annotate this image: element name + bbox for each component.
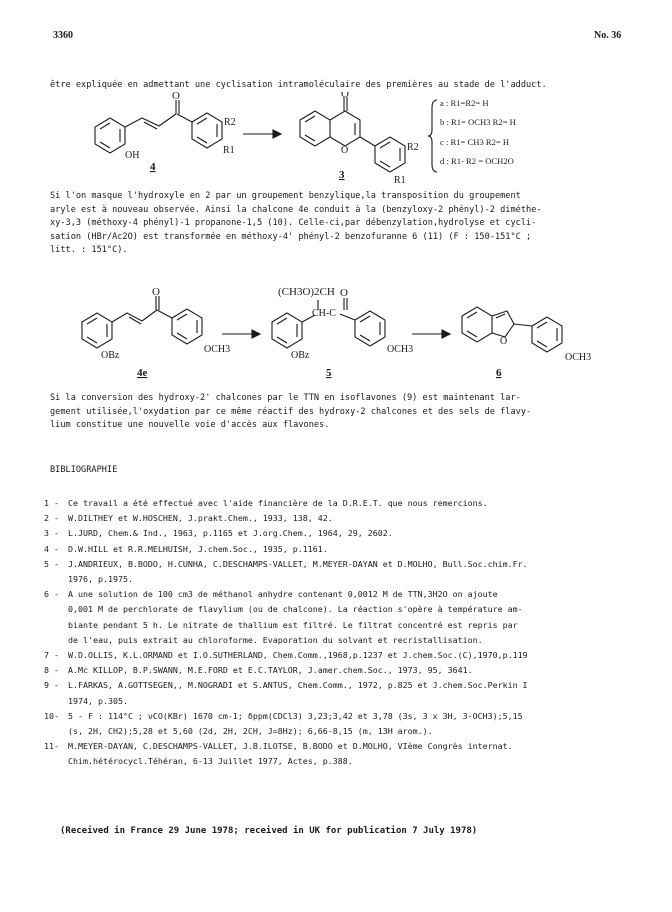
reference-number: 11-: [44, 741, 59, 752]
paragraph-2-line: Si la conversion des hydroxy-2' chalcones par le TTN en isoflavones (9) est maintenant lar-: [50, 393, 521, 403]
reference-text: de l'eau, puis extrait au chloroforme. Evaporation du solvant et recristallisation.: [68, 634, 483, 645]
obz-label-5: OBz: [291, 350, 310, 361]
paragraph-2-line: lium constitue une nouvelle voie d'accès aux flavones.: [50, 420, 330, 431]
paragraph-1-line: aryle est à nouveau observée. Ainsi la chalcone 4e conduit à la (benzyloxy-2 phényl)-2 diméthe-: [50, 204, 542, 215]
svg-text:O: O: [340, 287, 348, 299]
reference-number: 7 -: [44, 650, 59, 661]
reference-item: [44, 526, 644, 541]
svg-text:O: O: [500, 336, 508, 347]
paragraph-1-line: sation (HBr/Ac2O) est transformée en méthoxy-4' phényl-2 benzofuranne 6 (11) (F : 150-151°C ;: [50, 231, 532, 242]
svg-text:O: O: [172, 92, 180, 102]
oh-label: OH: [125, 150, 140, 161]
reference-text: (s, 2H, CH2);5,28 et 5,60 (2d, 2H, 2CH, J=8Hz); 6,66-8,15 (m, 13H arom.).: [68, 726, 433, 737]
reference-text: 1976, p.1975.: [68, 574, 133, 585]
reference-text: Chim.hétérocycl.Téhéran, 6-13 Juillet 1977, Actes, p.388.: [68, 756, 353, 767]
reference-number: 8 -: [44, 665, 59, 676]
reference-item: [44, 496, 644, 511]
och3-label-6: OCH3: [565, 352, 592, 363]
compound-4-label: 4: [150, 161, 156, 173]
reference-item: [44, 709, 644, 739]
reference-text: 0,001 M de perchlorate de flavylium (ou de chalcone). La réaction s'opère à température am-: [68, 604, 523, 615]
och3-label-4e: OCH3: [204, 344, 231, 355]
reference-item: [44, 511, 644, 526]
reference-text: A une solution de 100 cm3 de méthanol anhydre contenant 0,0012 M de TTN,3H2O on ajoute: [68, 589, 498, 600]
r1-label-3: R1: [394, 175, 406, 186]
reference-number: 6 -: [44, 589, 59, 600]
reference-item: [44, 663, 644, 678]
reference-number: 5 -: [44, 558, 59, 569]
substituent-a: a : R1=R2= H: [440, 98, 489, 108]
reference-number: 1 -: [44, 498, 59, 508]
paragraph-1-line: litt. : 151°C).: [50, 245, 128, 256]
reference-number: 10-: [44, 710, 59, 721]
obz-label-4e: OBz: [101, 350, 120, 361]
r2-label-4: R2: [224, 117, 236, 128]
reference-text: biante pendant 5 h. Le nitrate de thallium est filtré. Le filtrat concentré est repris par: [68, 619, 518, 630]
reference-number: 4 -: [44, 543, 59, 554]
reference-text: J.ANDRIEUX, B.BODO, H.CUNHA, C.DESCHAMPS-VALLET, M.MEYER-DAYAN et D.MOLHO, Bull.Soc.chim.Fr.: [68, 558, 528, 569]
substituent-brace: [428, 100, 437, 172]
substituent-d: d : R1- R2 = OCH2O: [440, 156, 514, 166]
compound-6-label: 6: [496, 367, 502, 379]
compound-5-label: 5: [326, 367, 332, 379]
reference-number: 2 -: [44, 513, 59, 524]
reference-item: [44, 587, 644, 648]
svg-text:O: O: [341, 145, 349, 156]
reference-text: W.DILTHEY et W.HOSCHEN, J.prakt.Chem., 1933, 138, 42.: [68, 513, 333, 524]
reference-text: 1974, p.305.: [68, 695, 128, 706]
page-number: 3360: [53, 30, 73, 41]
paragraph-2-line: gement utilisée,l'oxydation par ce même réactif des hydroxy-2 chalcones et des sels de flavy-: [50, 406, 532, 417]
reference-number: 3 -: [44, 528, 59, 539]
compound-3-label: 3: [339, 169, 345, 181]
reference-item: [44, 678, 644, 708]
received-note: (Received in France 29 June 1978; received in UK for publication 7 July 1978): [60, 826, 478, 836]
reference-text: A.Mc KILLOP, B.P.SWANN, M.E.FORD et E.C.TAYLOR, J.amer.chem.Soc., 1973, 95, 3641.: [68, 665, 473, 676]
reference-text: 5 - F : 114°C ; νCO(KBr) 1670 cm-1; δppm(CDCl3) 3,23;3,42 et 3,78 (3s, 3 x 3H, 3-OCH3);5,15: [68, 710, 523, 721]
reference-item: [44, 648, 644, 663]
svg-text:O: O: [152, 286, 160, 298]
substituent-b: b : R1= OCH3 R2= H: [440, 117, 516, 127]
reaction-scheme-2: [0, 282, 672, 382]
intro-line: être expliquée en admettant une cyclisation intramoléculaire des premières au stade de l'adduct.: [50, 80, 547, 90]
reference-item: [44, 542, 644, 557]
reference-text: Ce travail a été effectué avec l'aide financière de la D.R.E.T. que nous remercions.: [68, 498, 488, 508]
reference-text: L.FARKAS, A.GOTTSEGEN,, M.NOGRADI et S.ANTUS, Chem.Comm., 1972, p.825 et J.chem.Soc.Perkin I: [68, 680, 528, 691]
issue-label: No. 36: [594, 30, 622, 41]
svg-text:O: O: [341, 92, 349, 100]
bibliography-title: BIBLIOGRAPHIE: [50, 465, 118, 475]
paragraph-1: [50, 190, 630, 258]
paragraph-1-line: xy-3,3 (méthoxy-4 phényl)-1 propanone-1,5 (10). Celle-ci,par débenzylation,hydrolyse et cycli-: [50, 218, 537, 229]
och3-label-5: OCH3: [387, 344, 414, 355]
substituent-c: c : R1= CH3 R2= H: [440, 137, 510, 147]
ch-link-label: CH-C: [312, 308, 336, 319]
reference-text: W.D.OLLIS, K.L.ORMAND et I.O.SUTHERLAND, Chem.Comm.,1968,p.1237 et J.chem.Soc.(C),1970,p.119: [68, 650, 528, 661]
paragraph-1-line: Si l'on masque l'hydroxyle en 2 par un groupement benzylique,la transposition du groupement: [50, 191, 521, 201]
reference-item: [44, 739, 644, 769]
paragraph-2: [50, 392, 630, 433]
compound-4e-label: 4e: [137, 367, 148, 379]
reference-number: 9 -: [44, 680, 59, 691]
r2-label-3: R2: [407, 142, 419, 153]
reference-text: L.JURD, Chem.& Ind., 1963, p.1165 et J.org.Chem., 1964, 29, 2602.: [68, 528, 393, 539]
reference-list: [44, 496, 644, 770]
reference-text: M.MEYER-DAYAN, C.DESCHAMPS-VALLET, J.B.ILOTSE, B.BODO et D.MOLHO, VIème Congrès internat.: [68, 741, 513, 752]
ch-group-label: (CH3O)2CH: [278, 286, 335, 298]
reference-item: [44, 557, 644, 587]
reaction-scheme-1: [0, 92, 672, 188]
r1-label-4: R1: [223, 145, 235, 156]
reference-text: D.W.HILL et R.R.MELHUISH, J.chem.Soc., 1935, p.1161.: [68, 543, 328, 554]
